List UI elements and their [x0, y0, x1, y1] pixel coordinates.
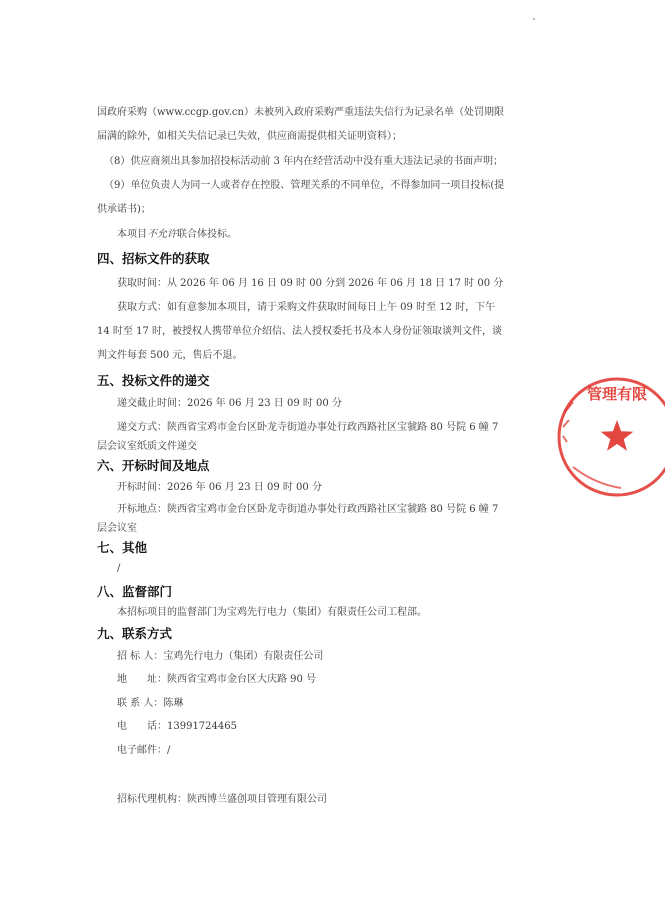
text-line: 供承诺书)；: [97, 204, 151, 215]
contact-tenderer: 招 标 人：宝鸡先行电力（集团）有限责任公司: [117, 651, 324, 662]
contact-address: [117, 673, 316, 687]
text-line: 届满的除外，如相关失信记录已失效，供应商需提供相关证明资料）；: [97, 131, 402, 142]
text-line: 开标地点：陕西省宝鸡市金台区卧龙寺街道办事处行政西路社区宝虢路 80 号院 6 幢 7: [117, 504, 499, 515]
phone-value: 13991724465: [167, 721, 237, 732]
phone-label: 电 话：: [117, 721, 167, 732]
seal-edge-marks: [563, 402, 573, 442]
text-line: /: [117, 563, 121, 574]
text-fragment: 联合体投标。: [177, 229, 237, 240]
seal-star-icon: [601, 420, 633, 451]
text-line: 国政府采购（www.ccgp.gov.cn）未被列入政府采购严重违法失信行为记录名单（处罚期限: [97, 107, 504, 118]
company-seal-stamp: [555, 372, 665, 502]
seal-arc-mark: [573, 467, 621, 488]
section-heading: 五、投标文件的递交: [97, 373, 210, 388]
section-heading: 九、联系方式: [97, 626, 173, 641]
text-line: 判文件每套 500 元，售后不退。: [97, 350, 243, 361]
address-label: 地 址：: [117, 674, 167, 685]
text-line: 层会议室: [97, 523, 137, 534]
section-heading: 八、监督部门: [97, 584, 173, 599]
text-line: 获取方式：如有意参加本项目，请于采购文件获取时间每日上午 09 时至 12 时，下午: [117, 302, 496, 313]
section-heading: 七、其他: [97, 540, 148, 555]
text-line: 递交截止时间：2026 年 06 月 23 日 09 时 00 分: [117, 398, 342, 409]
text-line: 开标时间：2026 年 06 月 23 日 09 时 00 分: [117, 482, 322, 493]
text-line: 层会议室纸质文件递交: [97, 441, 197, 452]
contact-phone: [117, 720, 237, 734]
contact-person: 联 系 人：陈琳: [117, 698, 184, 709]
section-heading: 六、开标时间及地点: [97, 458, 210, 473]
page-mark: [533, 18, 535, 20]
text-line: [117, 228, 237, 242]
contact-email: 电子邮件：/: [117, 745, 171, 756]
text-line: （9）单位负责人为同一人或者存在控股、管理关系的不同单位，不得参加同一项目投标(提: [104, 180, 505, 191]
agency-line: 招标代理机构：陕西博兰盛创项目管理有限公司: [117, 794, 327, 805]
text-line: 本招标项目的监督部门为宝鸡先行电力（集团）有限责任公司工程部。: [117, 607, 427, 618]
address-value: 陕西省宝鸡市金台区大庆路 90 号: [167, 674, 317, 685]
section-heading: 四、招标文件的获取: [97, 251, 210, 266]
text-line: 14 时至 17 时，被授权人携带单位介绍信、法人授权委托书及本人身份证领取谈判文件，谈: [97, 326, 502, 337]
text-fragment-italic: 不允许: [147, 229, 177, 240]
seal-text: 管理有限: [587, 385, 648, 403]
text-line: （8）供应商须出具参加招投标活动前 3 年内在经营活动中没有重大违法记录的书面声明；: [104, 156, 504, 167]
text-line: 递交方式：陕西省宝鸡市金台区卧龙寺街道办事处行政西路社区宝虢路 80 号院 6 幢 7: [117, 422, 499, 433]
text-fragment: 本项目: [117, 229, 147, 240]
text-line: 获取时间：从 2026 年 06 月 16 日 09 时 00 分到 2026 年 06 月 18 日 17 时 00 分: [117, 278, 504, 289]
